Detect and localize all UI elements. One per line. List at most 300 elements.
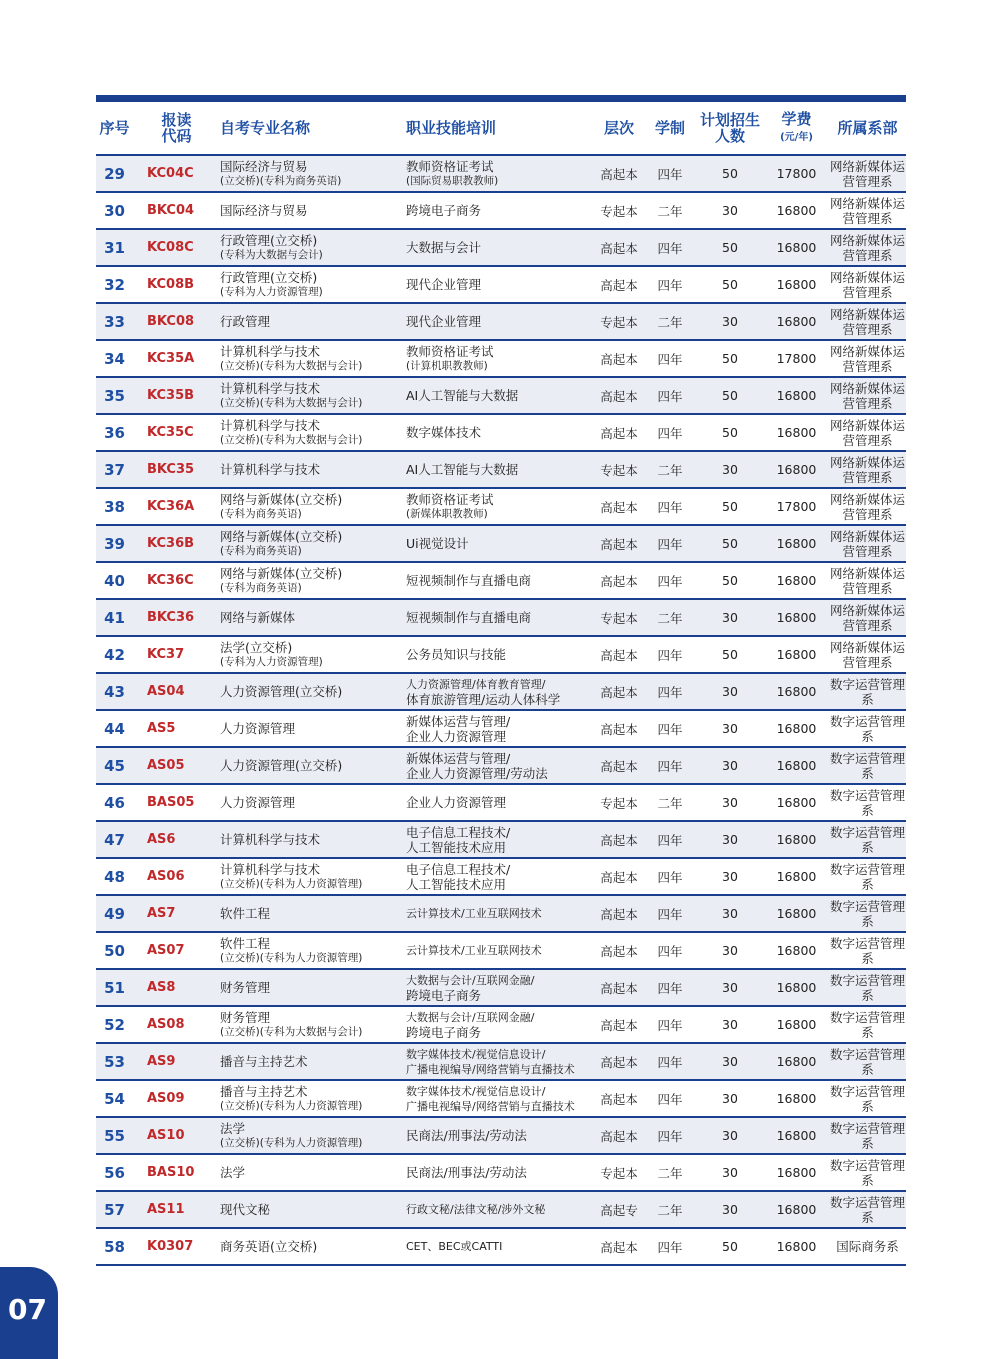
plan-text: 50	[722, 351, 738, 366]
row-dept	[829, 973, 906, 1003]
row-training	[406, 203, 594, 218]
row-code	[133, 721, 220, 736]
program-name-note: (立交桥)(专科为人力资源管理)	[220, 1099, 363, 1112]
duration-text: 二年	[657, 314, 683, 330]
row-code	[133, 573, 220, 588]
row-program	[220, 1084, 406, 1114]
row-program	[220, 1121, 406, 1151]
dept-text: 网络新媒体运营管理系	[829, 565, 905, 596]
row-code	[133, 758, 220, 773]
row-code	[133, 1239, 220, 1254]
row-program	[220, 1010, 406, 1040]
seq-text: 32	[104, 275, 125, 294]
row-dept	[829, 270, 906, 300]
row-dept	[829, 1158, 906, 1188]
row-fee	[764, 980, 829, 995]
row-duration	[644, 1127, 696, 1145]
level-text: 高起本	[600, 351, 638, 367]
program-name-note: (专科为大数据与会计)	[220, 248, 323, 261]
plan-text: 30	[722, 1091, 738, 1106]
seq-text: 34	[104, 349, 125, 368]
plan-text: 50	[722, 388, 738, 403]
table-row	[96, 896, 906, 933]
row-fee	[764, 1128, 829, 1143]
seq-text: 44	[104, 719, 125, 738]
level-text: 专起本	[600, 462, 638, 478]
plan-text: 30	[722, 462, 738, 477]
training-text: 现代企业管理	[406, 277, 482, 292]
code-text: BKC36	[147, 610, 195, 625]
plan-text: 30	[722, 1054, 738, 1069]
row-duration	[644, 424, 696, 442]
seq-text: 45	[104, 756, 125, 775]
row-seq	[96, 350, 133, 368]
dept-text: 网络新媒体运营管理系	[829, 232, 905, 263]
training-text: CET、BEC或CATTI	[406, 1240, 503, 1253]
row-dept	[829, 492, 906, 522]
dept-text: 网络新媒体运营管理系	[829, 195, 905, 226]
row-level	[594, 1201, 644, 1219]
row-dept	[829, 1121, 906, 1151]
fee-text: 16800	[776, 203, 817, 218]
row-training	[406, 1165, 594, 1180]
row-fee	[764, 462, 829, 477]
duration-text: 四年	[657, 425, 683, 441]
row-training	[406, 906, 594, 921]
row-fee	[764, 1054, 829, 1069]
fee-text: 16800	[776, 573, 817, 588]
plan-text: 30	[722, 869, 738, 884]
duration-text: 四年	[657, 869, 683, 885]
row-duration	[644, 1016, 696, 1034]
code-text: AS08	[147, 1017, 185, 1032]
row-training	[406, 862, 594, 892]
plan-text: 30	[722, 1165, 738, 1180]
program-name-note: (立交桥)(专科为人力资源管理)	[220, 951, 363, 964]
seq-text: 54	[104, 1089, 125, 1108]
training-text-2: 体育旅游管理/运动人体科学	[406, 691, 561, 707]
row-code	[133, 906, 220, 921]
plan-text: 50	[722, 240, 738, 255]
row-dept	[829, 640, 906, 670]
row-program	[220, 270, 406, 300]
row-code	[133, 795, 220, 810]
level-text: 高起本	[600, 906, 638, 922]
row-plan	[696, 536, 764, 551]
row-duration	[644, 313, 696, 331]
row-level	[594, 609, 644, 627]
row-fee	[764, 1165, 829, 1180]
training-text: 数字媒体技术	[406, 425, 482, 440]
row-code	[133, 869, 220, 884]
row-duration	[644, 1164, 696, 1182]
row-code	[133, 166, 220, 181]
row-dept	[829, 529, 906, 559]
level-text: 高起本	[600, 1091, 638, 1107]
code-text: AS06	[147, 869, 185, 884]
program-name: 计算机科学与技术	[220, 380, 321, 396]
row-seq	[96, 1053, 133, 1071]
duration-text: 二年	[657, 795, 683, 811]
level-text: 高起本	[600, 166, 638, 182]
plan-text: 50	[722, 425, 738, 440]
duration-text: 二年	[657, 462, 683, 478]
code-text: AS9	[147, 1054, 176, 1069]
row-dept	[829, 1239, 906, 1254]
seq-text: 36	[104, 423, 125, 442]
level-text: 专起本	[600, 795, 638, 811]
row-code	[133, 610, 220, 625]
header-code-label: 报读代码	[161, 111, 192, 145]
plan-text: 30	[722, 943, 738, 958]
row-program	[220, 492, 406, 522]
duration-text: 四年	[657, 1128, 683, 1144]
row-code	[133, 462, 220, 477]
row-code	[133, 1054, 220, 1069]
row-level	[594, 831, 644, 849]
row-program	[220, 418, 406, 448]
row-seq	[96, 535, 133, 553]
row-level	[594, 942, 644, 960]
table-row	[96, 711, 906, 748]
row-training	[406, 751, 594, 781]
code-text: AS5	[147, 721, 176, 736]
duration-text: 二年	[657, 610, 683, 626]
training-text: 电子信息工程技术/	[406, 861, 511, 877]
table-row	[96, 1007, 906, 1044]
row-duration	[644, 942, 696, 960]
level-text: 高起本	[600, 240, 638, 256]
row-program	[220, 462, 406, 477]
row-plan	[696, 166, 764, 181]
row-level	[594, 424, 644, 442]
dept-text: 数字运营管理系	[829, 1120, 905, 1151]
table-top-rule	[96, 95, 906, 102]
row-seq	[96, 1201, 133, 1219]
row-duration	[644, 646, 696, 664]
level-text: 高起本	[600, 277, 638, 293]
duration-text: 四年	[657, 240, 683, 256]
program-name: 人力资源管理	[220, 795, 296, 810]
fee-text: 17800	[776, 499, 817, 514]
program-name-note: (立交桥)(专科为人力资源管理)	[220, 1136, 363, 1149]
dept-text: 数字运营管理系	[829, 750, 905, 781]
row-duration	[644, 1238, 696, 1256]
training-text: 现代企业管理	[406, 314, 482, 329]
row-seq	[96, 831, 133, 849]
seq-text: 42	[104, 645, 125, 664]
row-seq	[96, 757, 133, 775]
code-text: BKC08	[147, 314, 195, 329]
program-name-note: (立交桥)(专科为大数据与会计)	[220, 359, 363, 372]
table-row	[96, 156, 906, 193]
level-text: 高起本	[600, 832, 638, 848]
row-seq	[96, 979, 133, 997]
row-program	[220, 1202, 406, 1217]
row-code	[133, 1017, 220, 1032]
training-text: 大数据与会计/互联网金融/	[406, 1010, 535, 1024]
row-plan	[696, 203, 764, 218]
row-seq	[96, 1164, 133, 1182]
row-level	[594, 1016, 644, 1034]
row-code	[133, 499, 220, 514]
duration-text: 四年	[657, 1017, 683, 1033]
row-fee	[764, 795, 829, 810]
seq-text: 37	[104, 460, 125, 479]
row-code	[133, 1165, 220, 1180]
plan-text: 50	[722, 499, 738, 514]
training-text: 大数据与会计/互联网金融/	[406, 973, 535, 987]
program-name: 法学	[220, 1165, 246, 1180]
fee-text: 16800	[776, 869, 817, 884]
code-text: AS10	[147, 1128, 185, 1143]
row-program	[220, 721, 406, 736]
row-code	[133, 943, 220, 958]
table-row	[96, 341, 906, 378]
row-seq	[96, 276, 133, 294]
row-duration	[644, 868, 696, 886]
training-text: 数字媒体技术/视觉信息设计/	[406, 1084, 546, 1098]
training-text: 电子信息工程技术/	[406, 824, 511, 840]
header-level: 层次	[603, 119, 634, 137]
row-training	[406, 1047, 594, 1077]
row-level	[594, 276, 644, 294]
row-fee	[764, 166, 829, 181]
training-text-2: 企业人力资源管理	[406, 728, 507, 744]
plan-text: 30	[722, 203, 738, 218]
program-name: 财务管理	[220, 980, 271, 995]
row-level	[594, 757, 644, 775]
duration-text: 四年	[657, 684, 683, 700]
dept-text: 网络新媒体运营管理系	[829, 306, 905, 337]
row-level	[594, 461, 644, 479]
dept-text: 网络新媒体运营管理系	[829, 158, 905, 189]
training-text: 民商法/刑事法/劳动法	[406, 1165, 527, 1180]
header-fee-label: 学费	[781, 109, 812, 128]
seq-text: 52	[104, 1015, 125, 1034]
fee-text: 16800	[776, 610, 817, 625]
dept-text: 网络新媒体运营管理系	[829, 269, 905, 300]
dept-text: 网络新媒体运营管理系	[829, 380, 905, 411]
row-code	[133, 240, 220, 255]
row-program	[220, 980, 406, 995]
training-text: Ui视觉设计	[406, 536, 469, 551]
table-header	[96, 102, 906, 154]
table-row	[96, 452, 906, 489]
row-dept	[829, 936, 906, 966]
row-level	[594, 1238, 644, 1256]
row-dept	[829, 1195, 906, 1225]
row-plan	[696, 832, 764, 847]
dept-text: 数字运营管理系	[829, 935, 905, 966]
dept-text: 数字运营管理系	[829, 898, 905, 929]
row-seq	[96, 720, 133, 738]
code-text: KC04C	[147, 166, 194, 181]
row-level	[594, 1127, 644, 1145]
row-dept	[829, 1047, 906, 1077]
row-training	[406, 714, 594, 744]
code-text: AS05	[147, 758, 185, 773]
training-text: 短视频制作与直播电商	[406, 610, 532, 625]
fee-text: 16800	[776, 425, 817, 440]
dept-text: 网络新媒体运营管理系	[829, 602, 905, 633]
duration-text: 四年	[657, 943, 683, 959]
row-code	[133, 314, 220, 329]
row-level	[594, 350, 644, 368]
dept-text: 数字运营管理系	[829, 1083, 905, 1114]
row-seq	[96, 165, 133, 183]
row-level	[594, 868, 644, 886]
row-fee	[764, 684, 829, 699]
training-text-2: 跨境电子商务	[406, 1024, 482, 1040]
seq-text: 33	[104, 312, 125, 331]
level-text: 专起本	[600, 610, 638, 626]
training-text-2: (计算机职教教师)	[406, 359, 488, 372]
row-training	[406, 1239, 594, 1254]
duration-text: 四年	[657, 1239, 683, 1255]
row-plan	[696, 1054, 764, 1069]
training-text-2: 跨境电子商务	[406, 987, 482, 1003]
dept-text: 数字运营管理系	[829, 861, 905, 892]
seq-text: 48	[104, 867, 125, 886]
row-seq	[96, 646, 133, 664]
row-level	[594, 572, 644, 590]
header-duration: 学制	[654, 119, 685, 137]
row-fee	[764, 388, 829, 403]
fee-text: 16800	[776, 721, 817, 736]
row-plan	[696, 721, 764, 736]
program-name: 网络与新媒体(立交桥)	[220, 491, 343, 507]
row-seq	[96, 1090, 133, 1108]
program-name: 人力资源管理	[220, 721, 296, 736]
program-name: 国际经济与贸易	[220, 158, 308, 174]
program-name: 现代文秘	[220, 1202, 271, 1217]
seq-text: 57	[104, 1200, 125, 1219]
program-name: 计算机科学与技术	[220, 343, 321, 359]
training-text-2: 广播电视编导/网络营销与直播技术	[406, 1062, 575, 1076]
row-seq	[96, 498, 133, 516]
table-row	[96, 822, 906, 859]
training-text: 新媒体运营与管理/	[406, 750, 511, 766]
level-text: 专起本	[600, 314, 638, 330]
duration-text: 四年	[657, 1054, 683, 1070]
duration-text: 四年	[657, 388, 683, 404]
row-code	[133, 277, 220, 292]
duration-text: 四年	[657, 277, 683, 293]
dept-text: 网络新媒体运营管理系	[829, 343, 905, 374]
row-fee	[764, 1091, 829, 1106]
fee-text: 16800	[776, 795, 817, 810]
row-plan	[696, 610, 764, 625]
code-text: BAS10	[147, 1165, 195, 1180]
row-training	[406, 647, 594, 662]
table-row	[96, 489, 906, 526]
row-program	[220, 203, 406, 218]
fee-text: 16800	[776, 684, 817, 699]
program-name: 国际经济与贸易	[220, 203, 308, 218]
row-duration	[644, 1053, 696, 1071]
duration-text: 二年	[657, 1202, 683, 1218]
row-program	[220, 610, 406, 625]
program-name-note: (专科为人力资源管理)	[220, 285, 323, 298]
table-row	[96, 1192, 906, 1229]
row-fee	[764, 536, 829, 551]
row-seq	[96, 387, 133, 405]
duration-text: 四年	[657, 758, 683, 774]
row-duration	[644, 350, 696, 368]
row-training	[406, 610, 594, 625]
row-level	[594, 979, 644, 997]
row-fee	[764, 277, 829, 292]
row-fee	[764, 721, 829, 736]
row-duration	[644, 461, 696, 479]
header-fee-unit: (元/年)	[780, 131, 813, 143]
duration-text: 四年	[657, 832, 683, 848]
level-text: 高起本	[600, 499, 638, 515]
table-body	[96, 156, 906, 1266]
table-row	[96, 415, 906, 452]
training-text: 公务员知识与技能	[406, 647, 507, 662]
row-seq	[96, 794, 133, 812]
row-program	[220, 381, 406, 411]
row-level	[594, 498, 644, 516]
code-text: KC35A	[147, 351, 195, 366]
row-training	[406, 573, 594, 588]
seq-text: 49	[104, 904, 125, 923]
fee-text: 16800	[776, 980, 817, 995]
row-level	[594, 387, 644, 405]
level-text: 高起本	[600, 1017, 638, 1033]
seq-text: 29	[104, 164, 125, 183]
seq-text: 55	[104, 1126, 125, 1145]
table-row	[96, 193, 906, 230]
program-name: 网络与新媒体(立交桥)	[220, 528, 343, 544]
header-training: 职业技能培训	[406, 119, 497, 137]
row-duration	[644, 683, 696, 701]
row-duration	[644, 609, 696, 627]
row-plan	[696, 462, 764, 477]
code-text: K0307	[147, 1239, 194, 1254]
fee-text: 16800	[776, 1202, 817, 1217]
code-text: KC08C	[147, 240, 194, 255]
program-name-note: (立交桥)(专科为人力资源管理)	[220, 877, 363, 890]
row-program	[220, 862, 406, 892]
training-text: 行政文秘/法律文秘/涉外文秘	[406, 1203, 546, 1216]
program-name-note: (专科为商务英语)	[220, 581, 302, 594]
row-code	[133, 1091, 220, 1106]
level-text: 高起本	[600, 721, 638, 737]
row-program	[220, 566, 406, 596]
program-name: 网络与新媒体(立交桥)	[220, 565, 343, 581]
dept-text: 网络新媒体运营管理系	[829, 454, 905, 485]
row-plan	[696, 1128, 764, 1143]
dept-text: 数字运营管理系	[829, 972, 905, 1003]
seq-text: 38	[104, 497, 125, 516]
plan-text: 30	[722, 610, 738, 625]
table-row	[96, 1229, 906, 1266]
table-row	[96, 526, 906, 563]
program-name: 人力资源管理(立交桥)	[220, 684, 343, 699]
row-duration	[644, 794, 696, 812]
row-fee	[764, 832, 829, 847]
row-seq	[96, 942, 133, 960]
seq-text: 51	[104, 978, 125, 997]
program-name: 行政管理(立交桥)	[220, 269, 318, 285]
row-level	[594, 202, 644, 220]
row-training	[406, 973, 594, 1003]
training-text: 跨境电子商务	[406, 203, 482, 218]
row-training	[406, 943, 594, 958]
